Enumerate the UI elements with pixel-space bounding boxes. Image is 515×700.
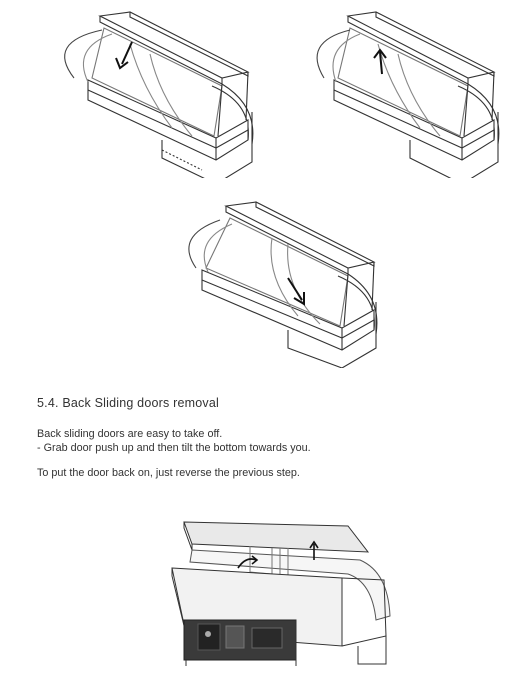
instruction-line-2: - Grab door push up and then tilt the bottom towards you. xyxy=(37,442,311,454)
instruction-line-3: To put the door back on, just reverse the previous step. xyxy=(37,467,300,479)
door-lift-up-illustration xyxy=(306,8,510,178)
door-slide-down-illustration xyxy=(52,8,264,178)
section-heading: 5.4. Back Sliding doors removal xyxy=(37,396,219,410)
instruction-line-1: Back sliding doors are easy to take off. xyxy=(37,428,223,440)
display-case-back-photo xyxy=(162,516,394,666)
door-tilt-out-illustration xyxy=(176,198,382,368)
